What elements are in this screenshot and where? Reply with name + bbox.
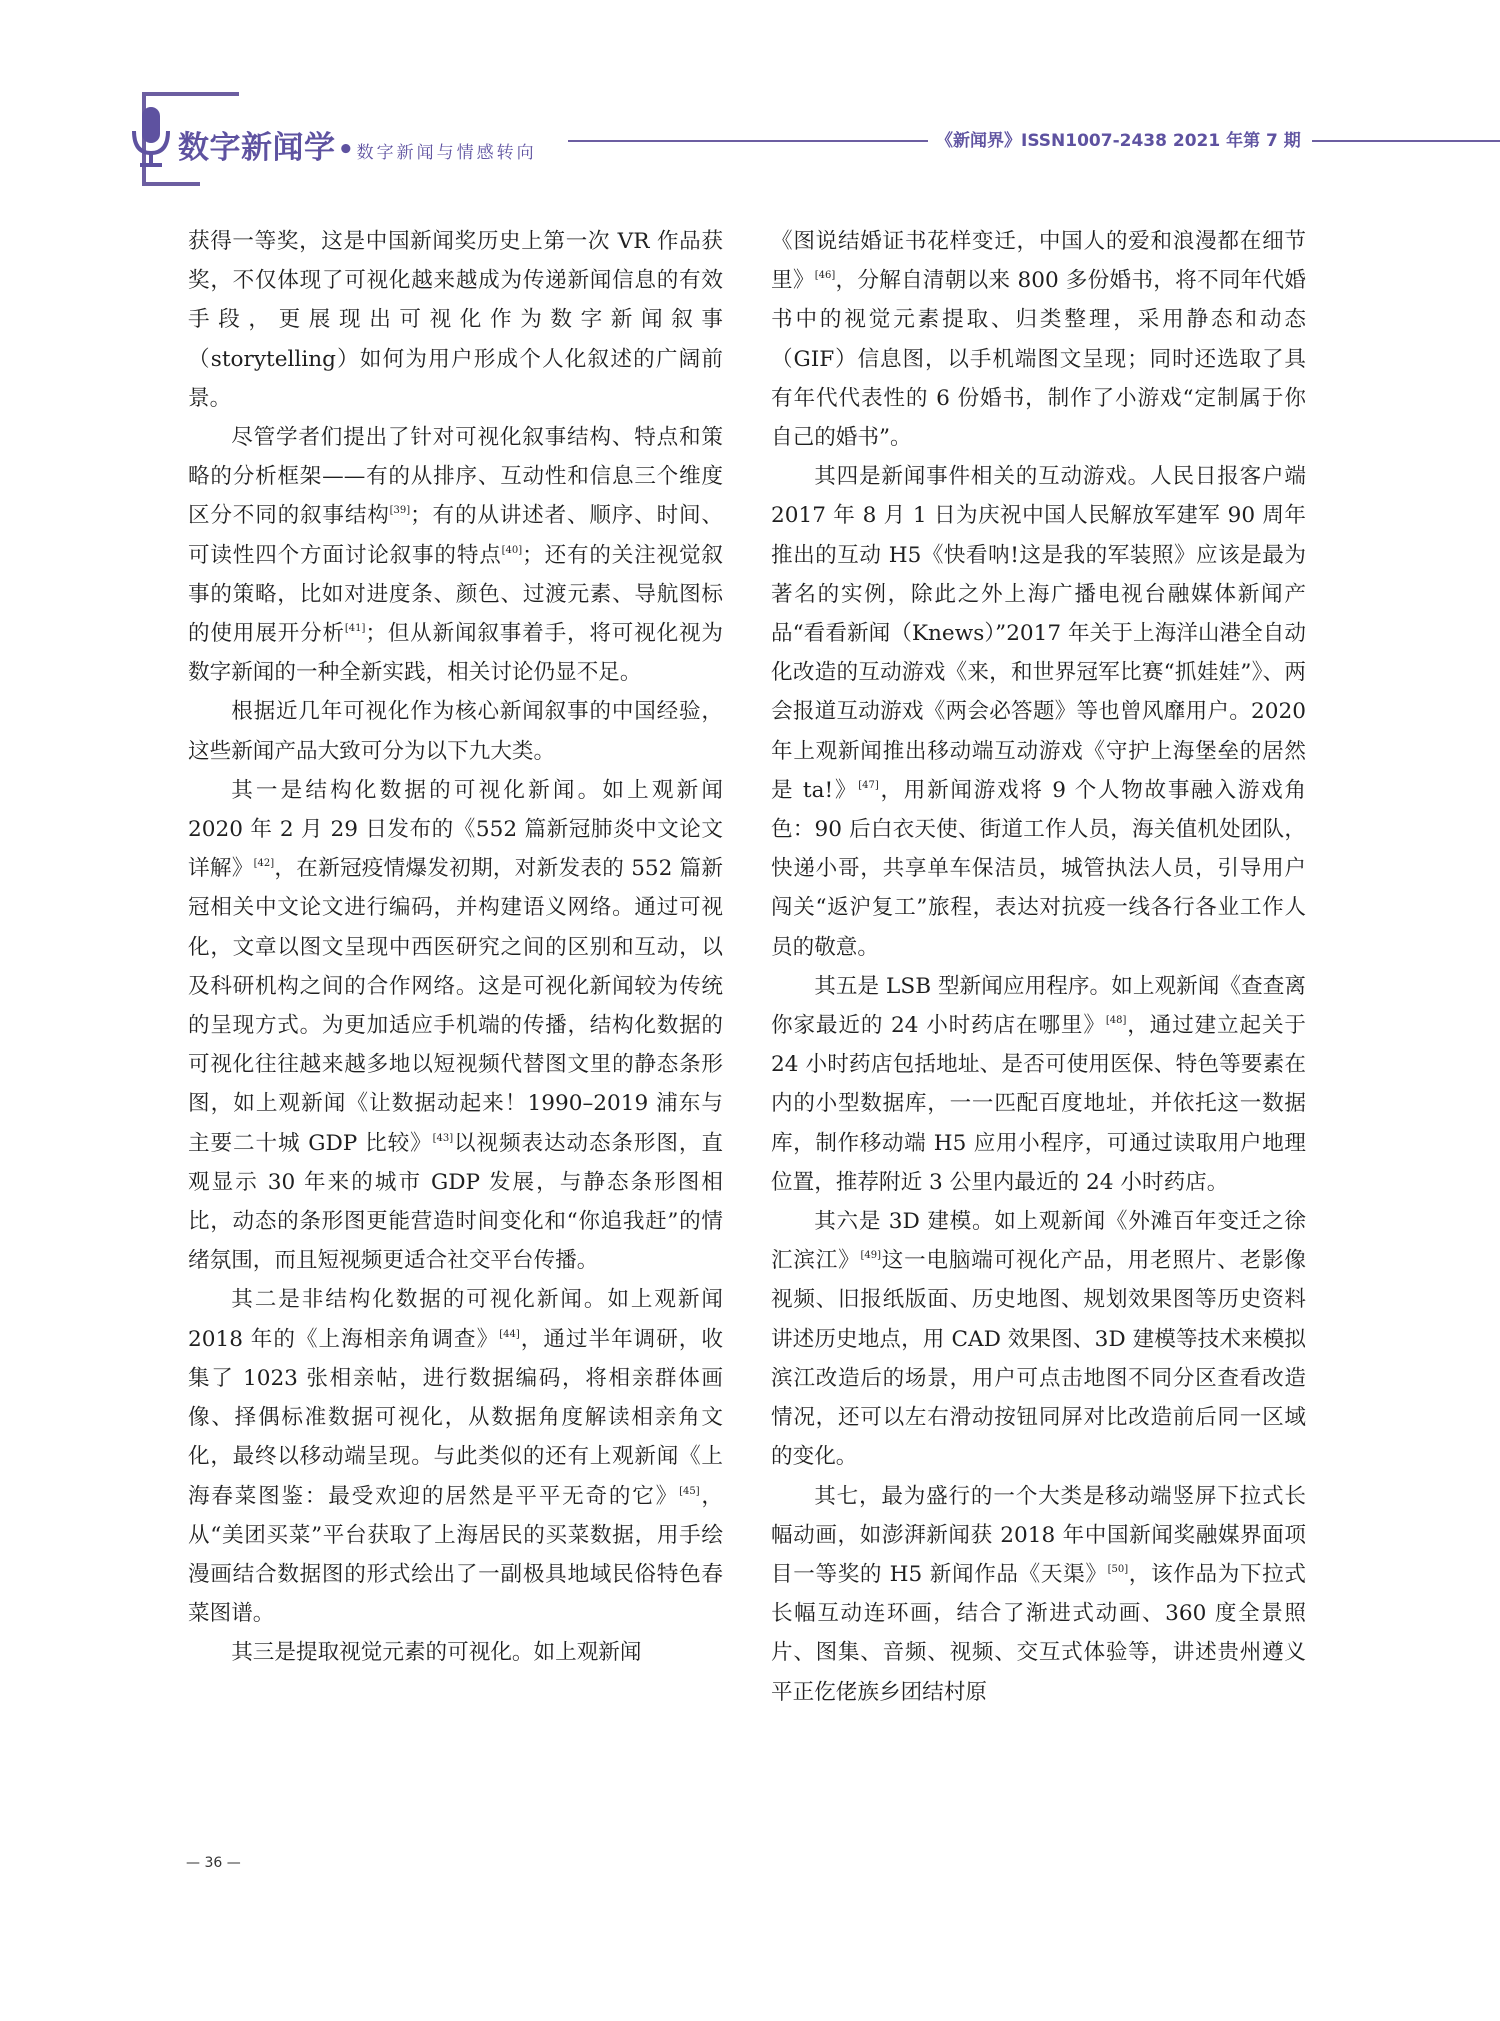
paragraph-text: ，通过半年调研，收集了 1023 张相亲帖，进行数据编码，将相亲群体画像、择偶标准数据可视化，从数据角度解读相亲角文化，最终以移动端呈现。与此类似的还有上观新闻《上海春菜图鉴：最受欢迎的居然是平平无奇的它》: [188, 1326, 723, 1509]
logo-frame-bottom: [142, 182, 200, 186]
paragraph: [188, 418, 723, 692]
header-rule-left: [568, 140, 928, 142]
paragraph-text: ；有的从讲述者、顺序、时间、可读性四个方面讨论叙事的特点: [188, 503, 723, 568]
paragraph-text: 获得一等奖，这是中国新闻奖历史上第一次 VR 作品获奖，不仅体现了可视化越来越成为传递新闻信息的有效手段，更展现出可视化作为数字新闻叙事（storytelling）如何为用户形成个人化叙述的广阔前景。: [188, 229, 723, 411]
paragraph: [188, 1280, 723, 1633]
citation-ref: [49]: [860, 1250, 881, 1262]
paragraph: [188, 1633, 723, 1672]
paragraph: [188, 222, 723, 418]
paragraph-text: 这一电脑端可视化产品，用老照片、老影像视频、旧报纸版面、历史地图、规划效果图等历史资料讲述历史地点，用 CAD 效果图、3D 建模等技术来模拟滨江改造后的场景，用户可点击地图不同分区查看改造情况，还可以左右滑动按钮同屏对比改造前后同一区域的变化。: [771, 1248, 1306, 1470]
paragraph-text: 其二是非结构化数据的可视化新闻。如上观新闻 2018 年的《上海相亲角调查》: [188, 1287, 723, 1352]
citation-ref: [46]: [814, 270, 836, 282]
paragraph-text: ，通过建立起关于 24 小时药店包括地址、是否可使用医保、特色等要素在内的小型数据库，一一匹配百度地址，并依托这一数据库，制作移动端 H5 应用小程序，可通过读取用户地理位置，推荐附近 3 公里内最近的 24 小时药店。: [771, 1013, 1306, 1195]
paragraph: [771, 222, 1306, 457]
journal-brand: [178, 122, 537, 167]
paragraph-text: 《图说结婚证书花样变迁，中国人的爱和浪漫都在细节里》: [771, 229, 1306, 294]
paragraph-text: ；但从新闻叙事着手，将可视化视为数字新闻的一种全新实践，相关讨论仍显不足。: [188, 621, 723, 686]
paragraph-text: ，从“美团买菜”平台获取了上海居民的买菜数据，用手绘漫画结合数据图的形式绘出了一副极具地域民俗特色春菜图谱。: [188, 1483, 723, 1627]
paragraph-text: ，该作品为下拉式长幅互动连环画，结合了渐进式动画、360 度全景照片、图集、音频、视频、交互式体验等，讲述贵州遵义平正仡佬族乡团结村原: [771, 1561, 1306, 1705]
right-column: [771, 222, 1306, 1712]
citation-ref: [42]: [253, 858, 275, 870]
paragraph: [188, 771, 723, 1281]
left-column: [188, 222, 723, 1673]
paragraph-text: 其一是结构化数据的可视化新闻。如上观新闻 2020 年 2 月 29 日发布的《552 篇新冠肺炎中文论文详解》: [188, 777, 723, 882]
brand-separator: •: [337, 135, 355, 165]
paragraph-text: 其三是提取视觉元素的可视化。如上观新闻: [231, 1640, 642, 1666]
citation-ref: [43]: [432, 1132, 454, 1144]
paragraph-text: ，分解自清朝以来 800 多份婚书，将不同年代婚书中的视觉元素提取、归类整理，采用静态和动态（GIF）信息图，以手机端图文呈现；同时还选取了具有年代代表性的 6 份婚书，制作了小游戏“定制属于你自己的婚书”。: [771, 268, 1306, 451]
citation-ref: [40]: [501, 544, 523, 556]
paragraph-text: 尽管学者们提出了针对可视化叙事结构、特点和策略的分析框架——有的从排序、互动性和信息三个维度区分不同的叙事结构: [188, 425, 723, 529]
paragraph: [188, 692, 723, 770]
paragraph-text: 其七，最为盛行的一个大类是移动端竖屏下拉式长幅动画，如澎湃新闻获 2018 年中国新闻奖融媒界面项目一等奖的 H5 新闻作品《天渠》: [771, 1483, 1306, 1587]
citation-ref: [41]: [344, 623, 366, 635]
brand-subtitle: 数字新闻与情感转向: [356, 143, 537, 163]
paragraph-text: 其五是 LSB 型新闻应用程序。如上观新闻《查查离你家最近的 24 小时药店在哪里》: [771, 973, 1306, 1039]
paragraph-text: 其四是新闻事件相关的互动游戏。人民日报客户端 2017 年 8 月 1 日为庆祝中国人民解放军建军 90 周年推出的互动 H5《快看呐!这是我的军装照》应该是最为著名的实例，除此之外上海广播电视台融媒体新闻产品“看看新闻（Knews）”2017 年关于上海洋山港全自动化改造的互动游戏《来，和世界冠军比赛“抓娃娃”》、两会报道互动游戏《两会必答题》等也曾风靡用户。2020 年上观新闻推出移动端互动游戏《守护上海堡垒的居然是 ta!》: [771, 464, 1306, 803]
citation-ref: [44]: [499, 1328, 520, 1340]
paragraph: [771, 1202, 1306, 1476]
page-number: — 36 —: [186, 1855, 241, 1871]
paragraph-text: ，在新冠疫情爆发初期，对新发表的 552 篇新冠相关中文论文进行编码，并构建语义网络。通过可视化，文章以图文呈现中西医研究之间的区别和互动，以及科研机构之间的合作网络。这是可视化新闻较为传统的呈现方式。为更加适应手机端的传播，结构化数据的可视化往往越来越多地以短视频代替图文里的静态条形图，如上观新闻《让数据动起来！1990–2019 浦东与主要二十城 GDP 比较》: [188, 856, 723, 1156]
paragraph-text: 以视频表达动态条形图，直观显示 30 年来的城市 GDP 发展，与静态条形图相比，动态的条形图更能营造时间变化和“你追我赶”的情绪氛围，而且短视频更适合社交平台传播。: [188, 1130, 723, 1274]
paragraph-text: ，用新闻游戏将 9 个人物故事融入游戏角色：90 后白衣天使、街道工作人员，海关值机处团队，快递小哥，共享单车保洁员，城管执法人员，引导用户闯关“返沪复工”旅程，表达对抗疫一线各行各业工作人员的敬意。: [771, 777, 1307, 960]
citation-ref: [50]: [1107, 1563, 1129, 1575]
citation-ref: [47]: [858, 779, 879, 791]
citation-ref: [45]: [679, 1485, 700, 1497]
paragraph: [771, 457, 1306, 967]
microphone-icon: [128, 105, 174, 175]
paragraph-text: 根据近几年可视化作为核心新闻叙事的中国经验，这些新闻产品大致可分为以下九大类。: [188, 699, 723, 764]
issue-info: 《新闻界》ISSN1007-2438 2021 年第 7 期: [936, 131, 1301, 151]
brand-title: 数字新闻学: [178, 130, 336, 166]
citation-ref: [48]: [1105, 1015, 1127, 1027]
citation-ref: [39]: [389, 505, 411, 517]
paragraph: [771, 1477, 1306, 1712]
paragraph-text: 其六是 3D 建模。如上观新闻《外滩百年变迁之徐汇滨江》: [771, 1209, 1306, 1274]
paragraph: [771, 967, 1306, 1202]
paragraph-text: ；还有的关注视觉叙事的策略，比如对进度条、颜色、过渡元素、导航图标的使用展开分析: [188, 542, 723, 647]
header-rule-right: [1312, 140, 1500, 142]
